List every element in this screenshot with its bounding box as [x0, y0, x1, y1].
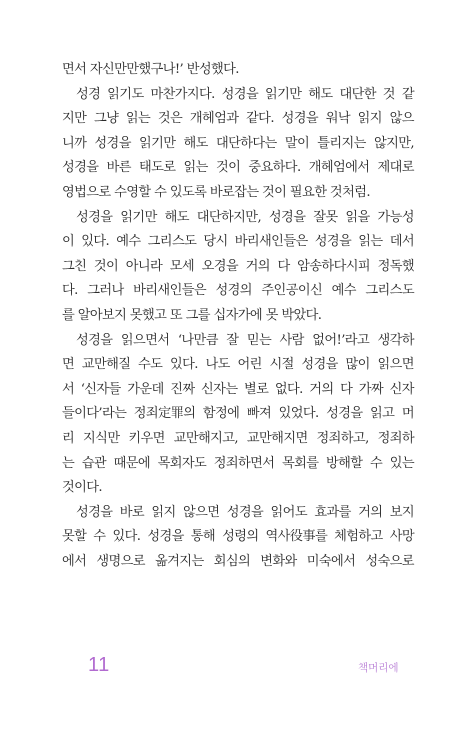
- text-line: 다. 그러나 바리새인들은 성경의 주인공이신 예수 그리스도: [62, 283, 414, 299]
- text-line: 성경을 읽기만 해도 대단하지만, 성경을 잘못 읽을 가능성: [76, 209, 414, 225]
- page-number: 11: [88, 654, 110, 676]
- text-line: 니까 성경을 읽기만 해도 대단하다는 말이 틀리지는 않지만,: [62, 135, 414, 151]
- text-line: 들이다’라는 정죄定罪의 함정에 빠져 있었다. 성경을 읽고 머: [62, 406, 414, 422]
- text-line: 영법으로 수영할 수 있도록 바로잡는 것이 필요한 것처럼.: [62, 184, 370, 200]
- body-text: [62, 58, 414, 574]
- paragraph: [62, 206, 414, 329]
- text-line: 리 지식만 키우면 교만해지고, 교만해지면 정죄하고, 정죄하: [62, 430, 414, 446]
- text-line: 면 교만해질 수도 있다. 나도 어린 시절 성경을 많이 읽으면: [62, 357, 414, 373]
- text-line: 서 ‘신자들 가운데 진짜 신자는 별로 없다. 거의 다 가짜 신자: [62, 381, 414, 397]
- text-line: 것이다.: [62, 480, 103, 496]
- text-line: 성경을 읽으면서 ‘나만큼 잘 믿는 사람 없어!’라고 생각하: [76, 332, 414, 348]
- text-line: 성경 읽기도 마찬가지다. 성경을 읽기만 해도 대단한 것 같: [76, 86, 414, 102]
- text-line: 이 있다. 예수 그리스도 당시 바리새인들은 성경을 읽는 데서: [62, 234, 414, 250]
- text-line: 에서 생명으로 옮겨지는 회심의 변화와 미숙에서 성숙으로: [62, 553, 414, 569]
- text-line: 는 습관 때문에 목회자도 정죄하면서 목회를 방해할 수 있는: [62, 455, 414, 471]
- paragraph: [62, 58, 414, 83]
- paragraph: [62, 501, 414, 575]
- text-line: 성경을 바로 읽지 않으면 성경을 읽어도 효과를 거의 보지: [76, 504, 414, 520]
- running-section-title: 책머리에: [358, 662, 399, 674]
- paragraph: [62, 329, 414, 501]
- text-line: 를 알아보지 못했고 또 그를 십자가에 못 박았다.: [62, 307, 322, 323]
- text-line: 성경을 바른 태도로 읽는 것이 중요하다. 개헤엄에서 제대로: [62, 160, 414, 176]
- text-line: 면서 자신만만했구나!’ 반성했다.: [62, 62, 239, 77]
- text-line: 지만 그냥 읽는 것은 개헤엄과 같다. 성경을 워낙 읽지 않으: [62, 111, 414, 127]
- paragraph: [62, 83, 414, 206]
- text-line: 못할 수 있다. 성경을 통해 성령의 역사役事를 체험하고 사망: [62, 529, 414, 545]
- text-line: 그친 것이 아니라 모세 오경을 거의 다 암송하다시피 정독했: [62, 258, 414, 274]
